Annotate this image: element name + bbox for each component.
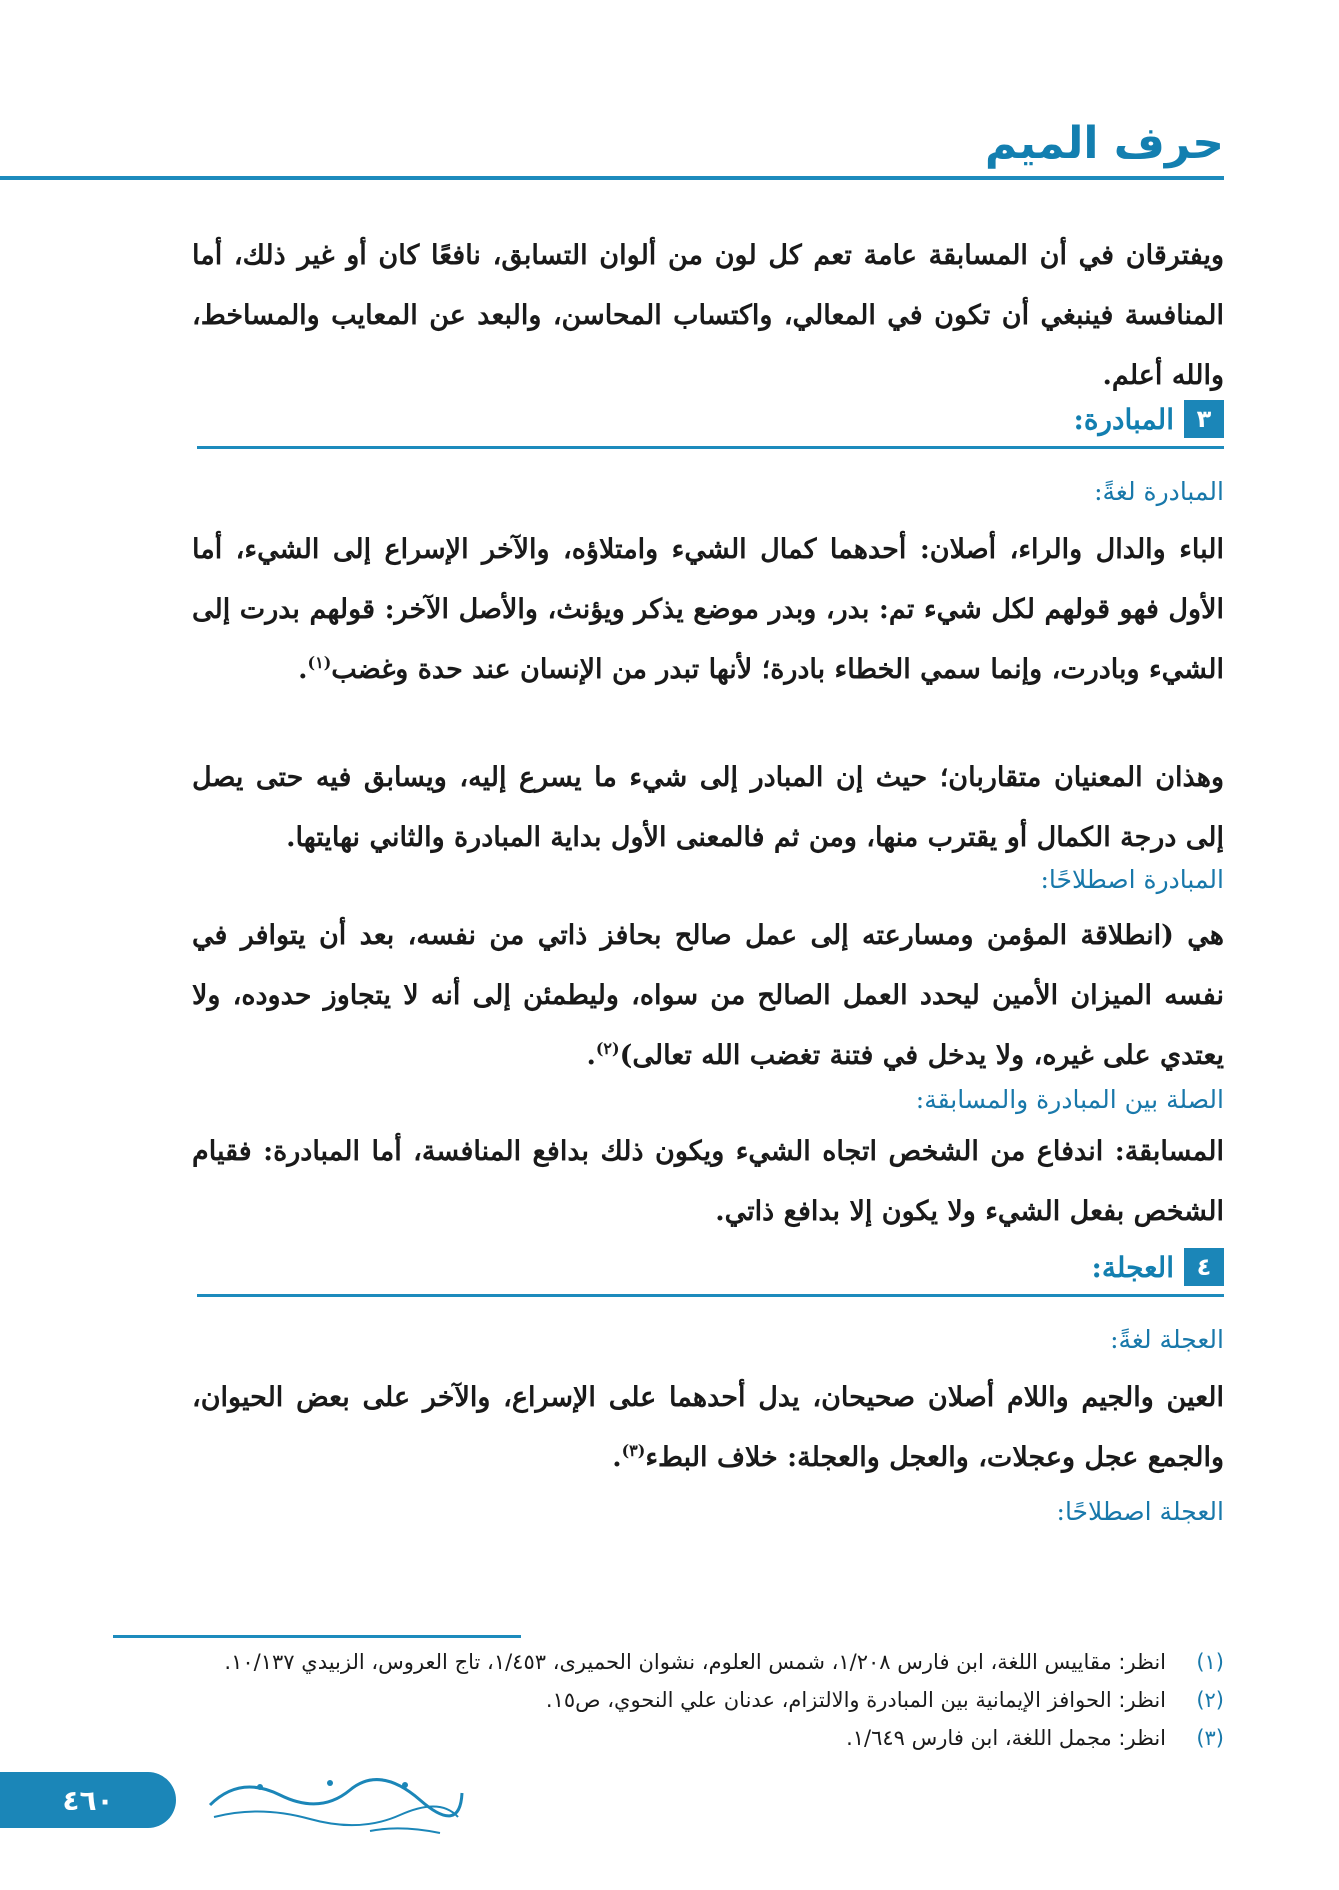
subheading-sila: الصلة بين المبادرة والمسابقة: [915, 1085, 1224, 1114]
footnote-text: انظر: الحوافز الإيمانية بين المبادرة والالتزام، عدنان علي النحوي، ص١٥. [545, 1688, 1166, 1712]
section-heading-4 [1091, 1248, 1224, 1286]
mubadara-istilah-paragraph [192, 906, 1224, 1086]
footnotes [192, 1645, 1224, 1759]
encyclopedia-logo-icon [200, 1765, 470, 1845]
section-heading-3 [1074, 400, 1224, 438]
section3-block-c [192, 854, 1224, 1086]
intro-paragraph: ويفترقان في أن المسابقة عامة تعم كل لون من ألوان التسابق، نافعًا كان أو غير ذلك، أما المنافسة فينبغي أن تكون في المعالي، واكتساب المحاسن، والبعد عن المعايب والمساخط، والله أعلم. [192, 240, 1224, 391]
footnote-rule [113, 1635, 521, 1638]
section4-block [192, 1312, 1224, 1536]
mubadara-istilah-text: هي (انطلاقة المؤمن ومسارعته إلى عمل صالح بحافز ذاتي من نفسه، بعد أن يتوافر في نفسه الميزان الأمين ليحدد العمل الصالح من سواه، وليطمئن إلى أنه لا يتجاوز حدوده، ولا يعتدي على غيره، ولا يدخل في فتنة تغضب الله تعالى) [192, 920, 1224, 1071]
section-rule-4 [197, 1294, 1224, 1297]
mubadara-relation-paragraph: وهذان المعنيان متقاربان؛ حيث إن المبادر إلى شيء ما يسرع إليه، ويسابق فيه حتى يصل إلى درجة الكمال أو يقترب منها، ومن ثم فالمعنى الأول بداية المبادرة والثاني نهايتها. [192, 762, 1224, 853]
running-title: حرف الميم [984, 118, 1224, 169]
footnote-item [192, 1721, 1224, 1755]
section3-block-d [192, 1078, 1224, 1242]
subheading-mubadara-lugha: المبادرة لغةً: [1094, 477, 1224, 506]
section-title-4: العجلة: [1091, 1250, 1174, 1284]
footnote-ref-3: (٣) [621, 1441, 646, 1460]
sentence-end: . [586, 1040, 596, 1071]
mubadara-lugha-text: الباء والدال والراء، أصلان: أحدهما كمال الشيء وامتلاؤه، والآخر الإسراع إلى الشيء، أما الأول فهو قولهم لكل شيء تم: بدر، وبدر موضع يذكر ويؤنث، والأصل الآخر: قولهم بدرت إلى الشيء وبادرت، وإنما سمي الخطاء بادرة؛ لأنها تبدر من الإنسان عند حدة وغضب [192, 534, 1224, 685]
footnote-item [192, 1683, 1224, 1717]
sentence-end: . [298, 654, 308, 685]
footnote-ref-2: (٢) [595, 1039, 620, 1058]
subheading-ajala-istilah: العجلة اصطلاحًا: [1056, 1497, 1224, 1526]
footnote-item [192, 1645, 1224, 1679]
section3-block-a [192, 464, 1224, 700]
sentence-end: . [612, 1442, 622, 1473]
mubadara-lugha-paragraph [192, 520, 1224, 700]
section-title-3: المبادرة: [1073, 402, 1174, 436]
footnote-text: انظر: مقاييس اللغة، ابن فارس ١/٢٠٨، شمس العلوم، نشوان الحميرى، ١/٤٥٣، تاج العروس، الزبيدي ١٠/١٣٧. [224, 1650, 1166, 1674]
footnote-text: انظر: مجمل اللغة، ابن فارس ١/٦٤٩. [846, 1726, 1166, 1750]
footnote-number: (١) [1196, 1650, 1224, 1674]
section-number-4: ٤ [1184, 1248, 1224, 1286]
footnote-number: (٣) [1196, 1726, 1224, 1750]
page-number-badge: ٤٦٠ [0, 1772, 176, 1828]
section-number-3: ٣ [1184, 400, 1224, 438]
sila-paragraph: المسابقة: اندفاع من الشخص اتجاه الشيء ويكون ذلك بدافع المنافسة، أما المبادرة: فقيام الشخص بفعل الشيء ولا يكون إلا بدافع ذاتي. [192, 1136, 1224, 1227]
ajala-lugha-paragraph [192, 1368, 1224, 1488]
footnote-number: (٢) [1196, 1688, 1224, 1712]
section3-block-b [192, 748, 1224, 868]
intro-block [192, 226, 1224, 406]
section-rule-3 [197, 446, 1224, 449]
subheading-ajala-lugha: العجلة لغةً: [1110, 1325, 1224, 1354]
footnote-ref-1: (١) [307, 653, 332, 672]
subheading-mubadara-istilah: المبادرة اصطلاحًا: [1040, 865, 1224, 894]
ajala-lugha-text: العين والجيم واللام أصلان صحيحان، يدل أحدهما على الإسراع، والآخر على بعض الحيوان، والجمع عجل وعجلات، والعجل والعجلة: خلاف البطء [192, 1382, 1224, 1473]
header-rule [0, 176, 1224, 180]
